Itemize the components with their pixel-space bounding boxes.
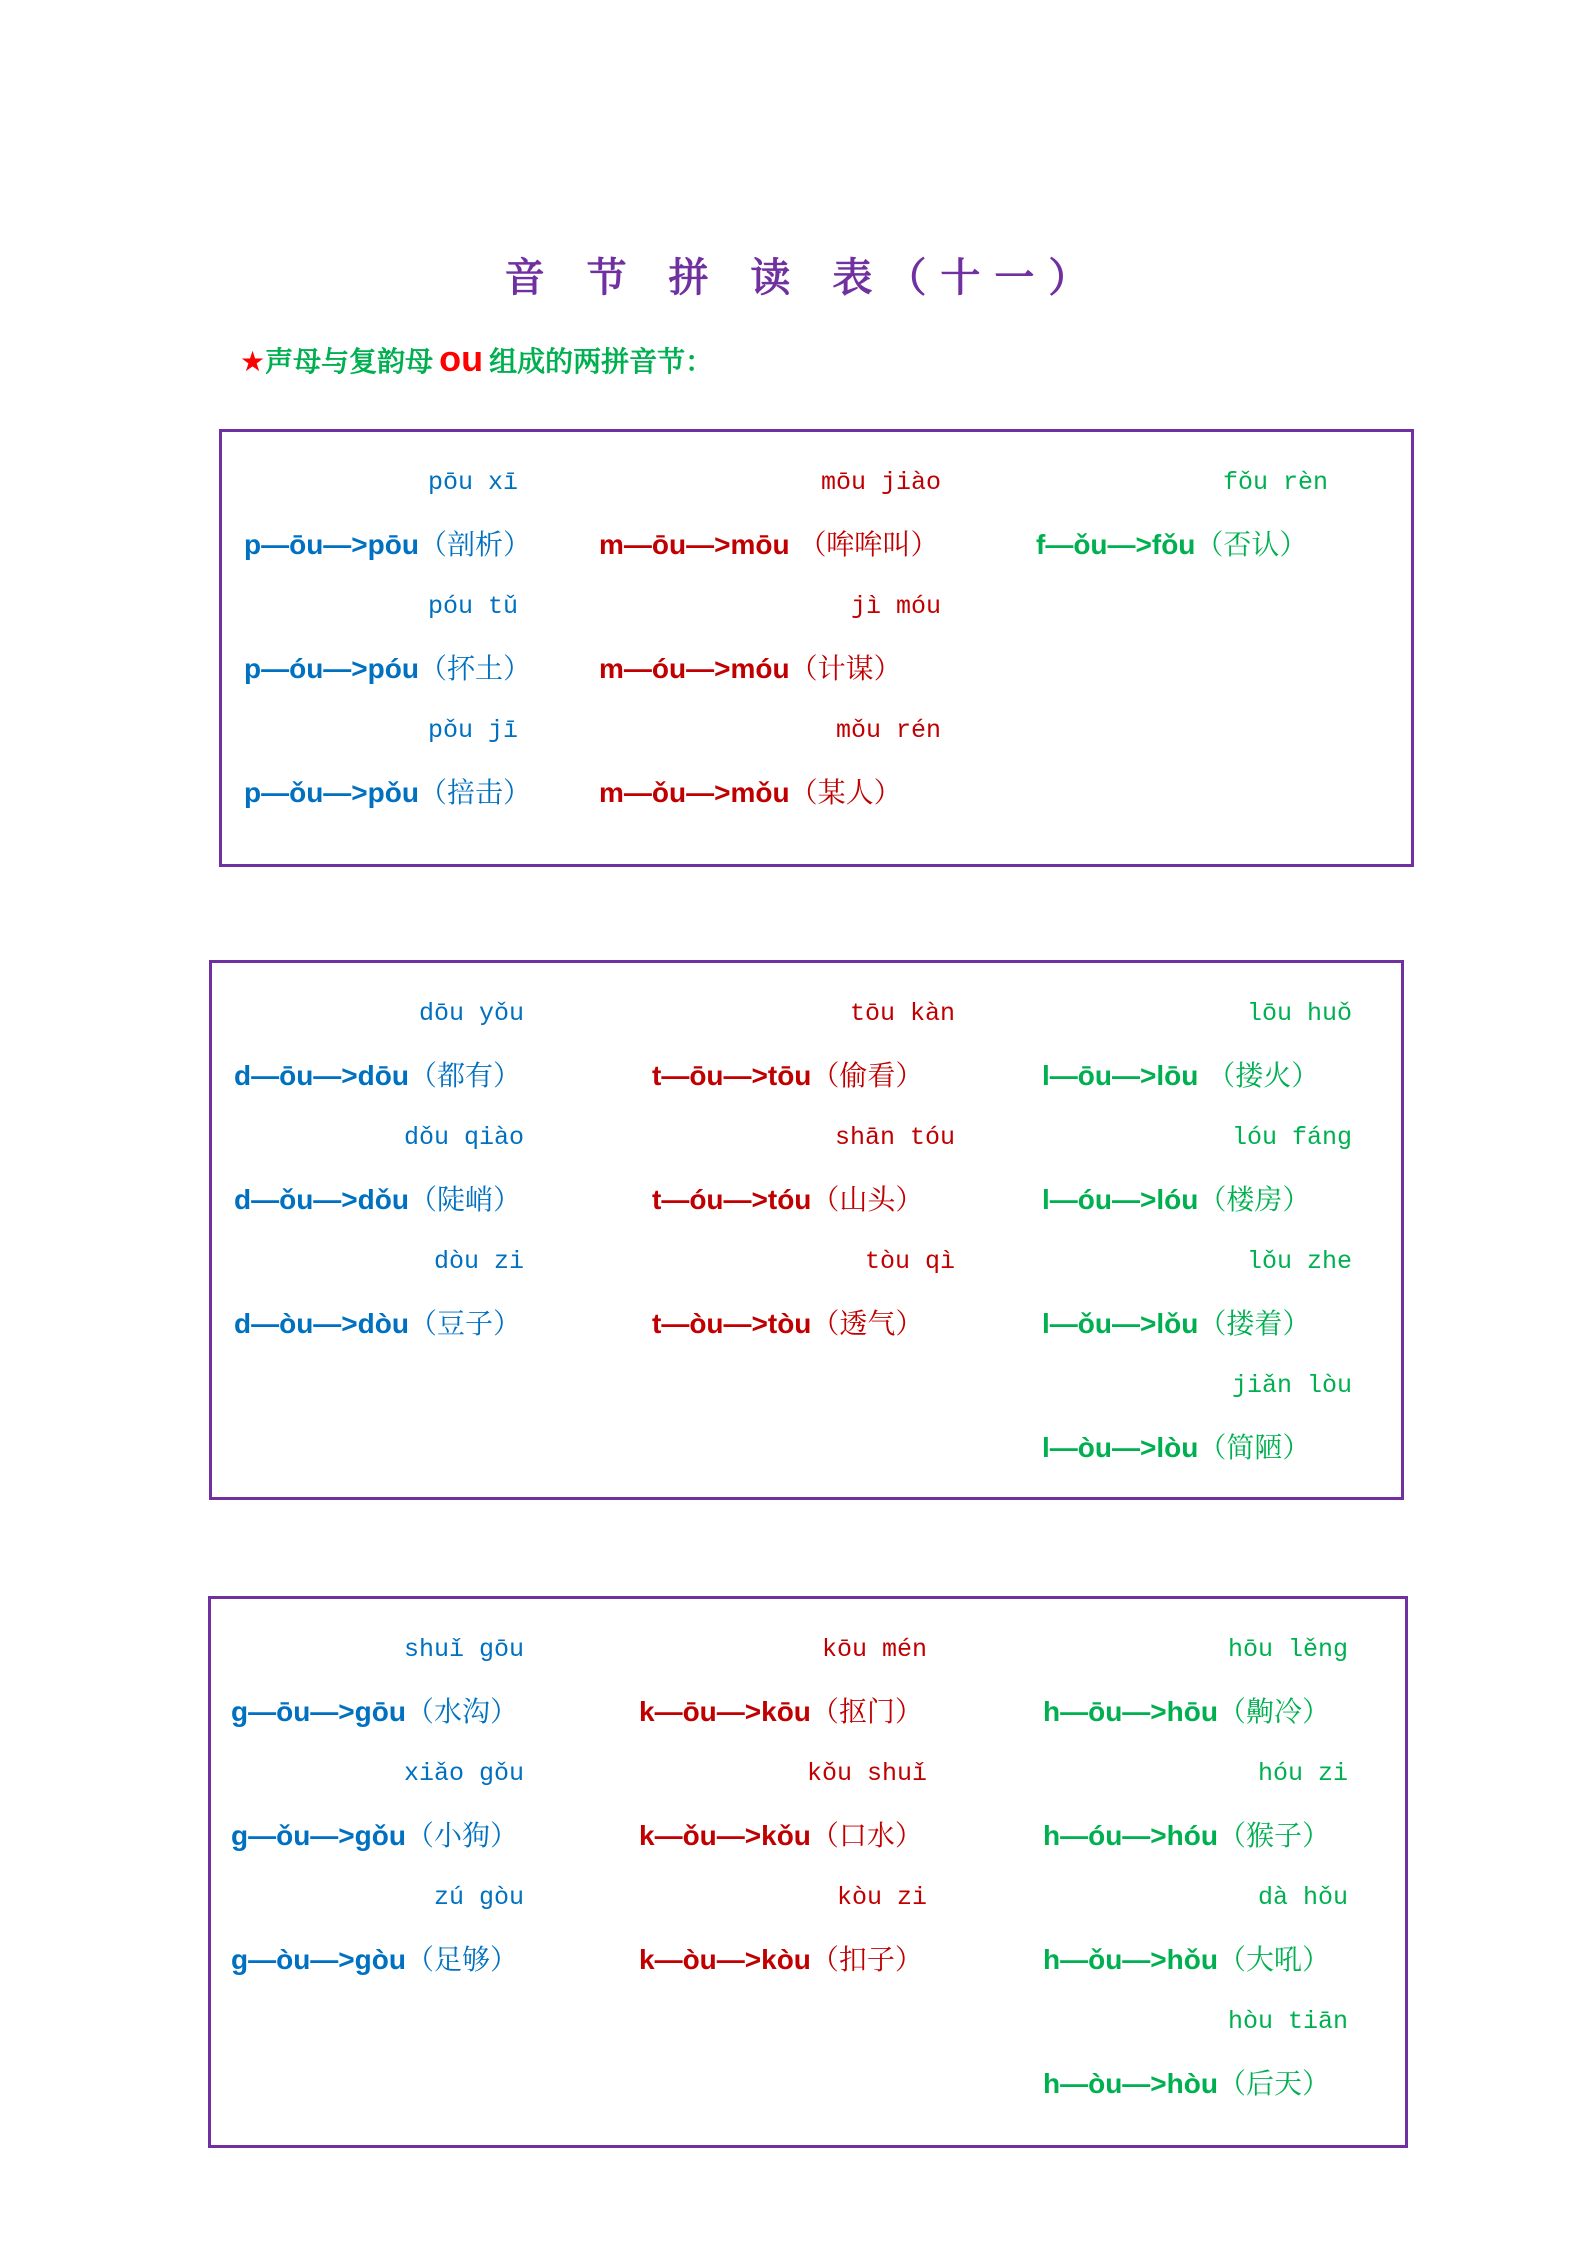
syllable-column bbox=[234, 983, 524, 1355]
spelling-formula: l—óu—>lóu bbox=[1042, 1184, 1199, 1215]
example-word: （否认） bbox=[1195, 528, 1308, 561]
spelling-formula: p—ǒu—>pǒu bbox=[244, 777, 419, 808]
spelling-formula-line bbox=[234, 1045, 524, 1107]
word-pinyin: kōu mén bbox=[821, 1635, 927, 1664]
heading-highlight-ou: ou bbox=[439, 338, 484, 379]
spelling-formula: h—óu—>hóu bbox=[1043, 1820, 1218, 1851]
example-word: （掊击） bbox=[418, 776, 531, 809]
spelling-formula: k—ōu—>kōu bbox=[639, 1696, 811, 1727]
syllable-column bbox=[244, 452, 531, 824]
spelling-formula: t—ōu—>tōu bbox=[652, 1060, 812, 1091]
word-pinyin: shān tóu bbox=[834, 1123, 955, 1152]
example-word: （山头） bbox=[811, 1183, 924, 1216]
syllable-item bbox=[639, 1867, 927, 1991]
spelling-formula: k—ǒu—>kǒu bbox=[639, 1820, 811, 1851]
example-word: （抔土） bbox=[418, 652, 531, 685]
example-word: （某人） bbox=[789, 776, 902, 809]
syllable-item bbox=[1042, 1107, 1352, 1231]
word-pinyin: póu tǔ bbox=[427, 592, 518, 621]
spelling-formula: h—òu—>hòu bbox=[1043, 2068, 1218, 2099]
example-word: （扣子） bbox=[810, 1943, 923, 1976]
spelling-formula: p—ōu—>pōu bbox=[244, 529, 419, 560]
syllable-column bbox=[1036, 452, 1328, 576]
syllable-item bbox=[599, 700, 941, 824]
word-pinyin: jì móu bbox=[850, 592, 941, 621]
word-pinyin: dà hǒu bbox=[1257, 1883, 1348, 1912]
spelling-formula: m—ōu—>mōu bbox=[599, 529, 790, 560]
spelling-formula-line bbox=[231, 1929, 524, 1991]
example-word: （猴子） bbox=[1217, 1819, 1330, 1852]
syllable-box-d-t-l bbox=[209, 960, 1404, 1500]
word-pinyin: lóu fáng bbox=[1231, 1123, 1352, 1152]
syllable-item bbox=[234, 1231, 524, 1355]
spelling-formula: g—òu—>gòu bbox=[231, 1944, 406, 1975]
word-pinyin: xiǎo gǒu bbox=[403, 1759, 524, 1788]
word-pinyin: tōu kàn bbox=[849, 999, 955, 1028]
example-word: （豆子） bbox=[408, 1307, 521, 1340]
syllable-column bbox=[1043, 1619, 1348, 2115]
spelling-formula: l—ǒu—>lǒu bbox=[1042, 1308, 1199, 1339]
example-word: （楼房） bbox=[1198, 1183, 1311, 1216]
star-icon: ★ bbox=[240, 345, 266, 378]
spelling-formula-line bbox=[234, 1293, 524, 1355]
syllable-item bbox=[1043, 1991, 1348, 2115]
word-pinyin: jiǎn lòu bbox=[1231, 1371, 1352, 1400]
syllable-item bbox=[1042, 983, 1352, 1107]
spelling-formula-line bbox=[639, 1805, 927, 1867]
spelling-formula: m—ǒu—>mǒu bbox=[599, 777, 790, 808]
example-word: （齁冷） bbox=[1217, 1695, 1330, 1728]
syllable-item bbox=[234, 1107, 524, 1231]
syllable-box-g-k-h bbox=[208, 1596, 1408, 2148]
spelling-formula: d—ǒu—>dǒu bbox=[234, 1184, 409, 1215]
syllable-column bbox=[639, 1619, 927, 1991]
example-word: （陡峭） bbox=[408, 1183, 521, 1216]
syllable-item bbox=[244, 576, 531, 700]
word-pinyin: lǒu zhe bbox=[1246, 1247, 1352, 1276]
spelling-formula: l—ōu—>lōu bbox=[1042, 1060, 1199, 1091]
example-word: （抠门） bbox=[810, 1695, 923, 1728]
spelling-formula: m—óu—>móu bbox=[599, 653, 790, 684]
example-word: （足够） bbox=[405, 1943, 518, 1976]
syllable-box-p-m-f bbox=[219, 429, 1414, 867]
word-pinyin: zú gòu bbox=[433, 1883, 524, 1912]
word-pinyin: mǒu rén bbox=[835, 716, 941, 745]
syllable-column bbox=[1042, 983, 1352, 1479]
word-pinyin: fǒu rèn bbox=[1222, 468, 1328, 497]
spelling-formula: f—ǒu—>fǒu bbox=[1036, 529, 1196, 560]
syllable-item bbox=[652, 1231, 955, 1355]
heading-text-before: 声母与复韵母 bbox=[265, 345, 434, 378]
syllable-item bbox=[599, 576, 941, 700]
spelling-formula-line bbox=[234, 1169, 524, 1231]
example-word: （搂着） bbox=[1198, 1307, 1311, 1340]
syllable-item bbox=[1042, 1231, 1352, 1355]
syllable-item bbox=[231, 1743, 524, 1867]
syllable-item bbox=[599, 452, 941, 576]
syllable-column bbox=[599, 452, 941, 824]
spelling-formula-line bbox=[1042, 1045, 1352, 1107]
spelling-formula: p—óu—>póu bbox=[244, 653, 419, 684]
example-word: （小狗） bbox=[405, 1819, 518, 1852]
syllable-item bbox=[1036, 452, 1328, 576]
spelling-formula-line bbox=[652, 1293, 955, 1355]
word-pinyin: tòu qì bbox=[864, 1247, 955, 1276]
spelling-formula: g—ōu—>gōu bbox=[231, 1696, 406, 1727]
syllable-item bbox=[1043, 1743, 1348, 1867]
spelling-formula: g—ǒu—>gǒu bbox=[231, 1820, 406, 1851]
spelling-formula-line bbox=[1042, 1417, 1352, 1479]
word-pinyin: mōu jiào bbox=[820, 468, 941, 497]
spelling-formula-line bbox=[1043, 2053, 1348, 2115]
example-word: （偷看） bbox=[811, 1059, 924, 1092]
spelling-formula-line bbox=[244, 762, 531, 824]
word-pinyin: pōu xī bbox=[427, 468, 518, 497]
spelling-formula: h—ǒu—>hǒu bbox=[1043, 1944, 1218, 1975]
spelling-formula: d—òu—>dòu bbox=[234, 1308, 409, 1339]
syllable-item bbox=[1043, 1619, 1348, 1743]
word-pinyin: dòu zi bbox=[433, 1247, 524, 1276]
example-word: （水沟） bbox=[405, 1695, 518, 1728]
syllable-item bbox=[1043, 1867, 1348, 1991]
spelling-formula-line bbox=[244, 514, 531, 576]
section-heading bbox=[240, 338, 713, 380]
spelling-formula: d—ōu—>dōu bbox=[234, 1060, 409, 1091]
spelling-formula-line bbox=[1043, 1805, 1348, 1867]
word-pinyin: lōu huǒ bbox=[1246, 999, 1352, 1028]
syllable-item bbox=[639, 1743, 927, 1867]
spelling-formula-line bbox=[639, 1681, 927, 1743]
word-pinyin: hóu zi bbox=[1257, 1759, 1348, 1788]
example-word: （简陋） bbox=[1198, 1431, 1311, 1464]
word-pinyin: pǒu jī bbox=[427, 716, 518, 745]
spelling-formula-line bbox=[1043, 1681, 1348, 1743]
spelling-formula-line bbox=[652, 1169, 955, 1231]
page-title: 音 节 拼 读 表（十一） bbox=[504, 255, 1103, 301]
word-pinyin: dǒu qiào bbox=[403, 1123, 524, 1152]
spelling-formula-line bbox=[1042, 1169, 1352, 1231]
syllable-column bbox=[231, 1619, 524, 1991]
word-pinyin: kǒu shuǐ bbox=[806, 1759, 927, 1788]
spelling-formula-line bbox=[1042, 1293, 1352, 1355]
spelling-formula-line bbox=[652, 1045, 955, 1107]
example-word: （剖析） bbox=[418, 528, 531, 561]
syllable-item bbox=[231, 1867, 524, 1991]
example-word: （计谋） bbox=[789, 652, 902, 685]
spelling-formula: t—óu—>tóu bbox=[652, 1184, 812, 1215]
heading-text-after: 组成的两拼音节： bbox=[489, 345, 714, 378]
spelling-formula: k—òu—>kòu bbox=[639, 1944, 811, 1975]
syllable-item bbox=[1042, 1355, 1352, 1479]
spelling-formula-line bbox=[599, 514, 941, 576]
example-word: （都有） bbox=[408, 1059, 521, 1092]
spelling-formula-line bbox=[1036, 514, 1328, 576]
spelling-formula-line bbox=[231, 1805, 524, 1867]
syllable-item bbox=[231, 1619, 524, 1743]
syllable-column bbox=[652, 983, 955, 1355]
spelling-formula: h—ōu—>hōu bbox=[1043, 1696, 1218, 1727]
syllable-item bbox=[652, 983, 955, 1107]
word-pinyin: shuǐ gōu bbox=[403, 1635, 524, 1664]
spelling-formula-line bbox=[231, 1681, 524, 1743]
syllable-item bbox=[652, 1107, 955, 1231]
syllable-item bbox=[244, 700, 531, 824]
example-word: （透气） bbox=[811, 1307, 924, 1340]
spelling-formula-line bbox=[599, 638, 941, 700]
example-word: （哞哞叫） bbox=[789, 528, 939, 561]
example-word: （后天） bbox=[1217, 2067, 1330, 2100]
spelling-formula-line bbox=[1043, 1929, 1348, 1991]
example-word: （大吼） bbox=[1217, 1943, 1330, 1976]
syllable-item bbox=[234, 983, 524, 1107]
spelling-formula: l—òu—>lòu bbox=[1042, 1432, 1199, 1463]
syllable-item bbox=[244, 452, 531, 576]
spelling-formula-line bbox=[599, 762, 941, 824]
spelling-formula-line bbox=[244, 638, 531, 700]
spelling-formula: t—òu—>tòu bbox=[652, 1308, 812, 1339]
word-pinyin: hòu tiān bbox=[1227, 2007, 1348, 2036]
word-pinyin: kòu zi bbox=[836, 1883, 927, 1912]
spelling-formula-line bbox=[639, 1929, 927, 1991]
word-pinyin: dōu yǒu bbox=[418, 999, 524, 1028]
word-pinyin: hōu lěng bbox=[1227, 1635, 1348, 1664]
syllable-item bbox=[639, 1619, 927, 1743]
example-word: （口水） bbox=[810, 1819, 923, 1852]
example-word: （搂火） bbox=[1198, 1059, 1320, 1092]
